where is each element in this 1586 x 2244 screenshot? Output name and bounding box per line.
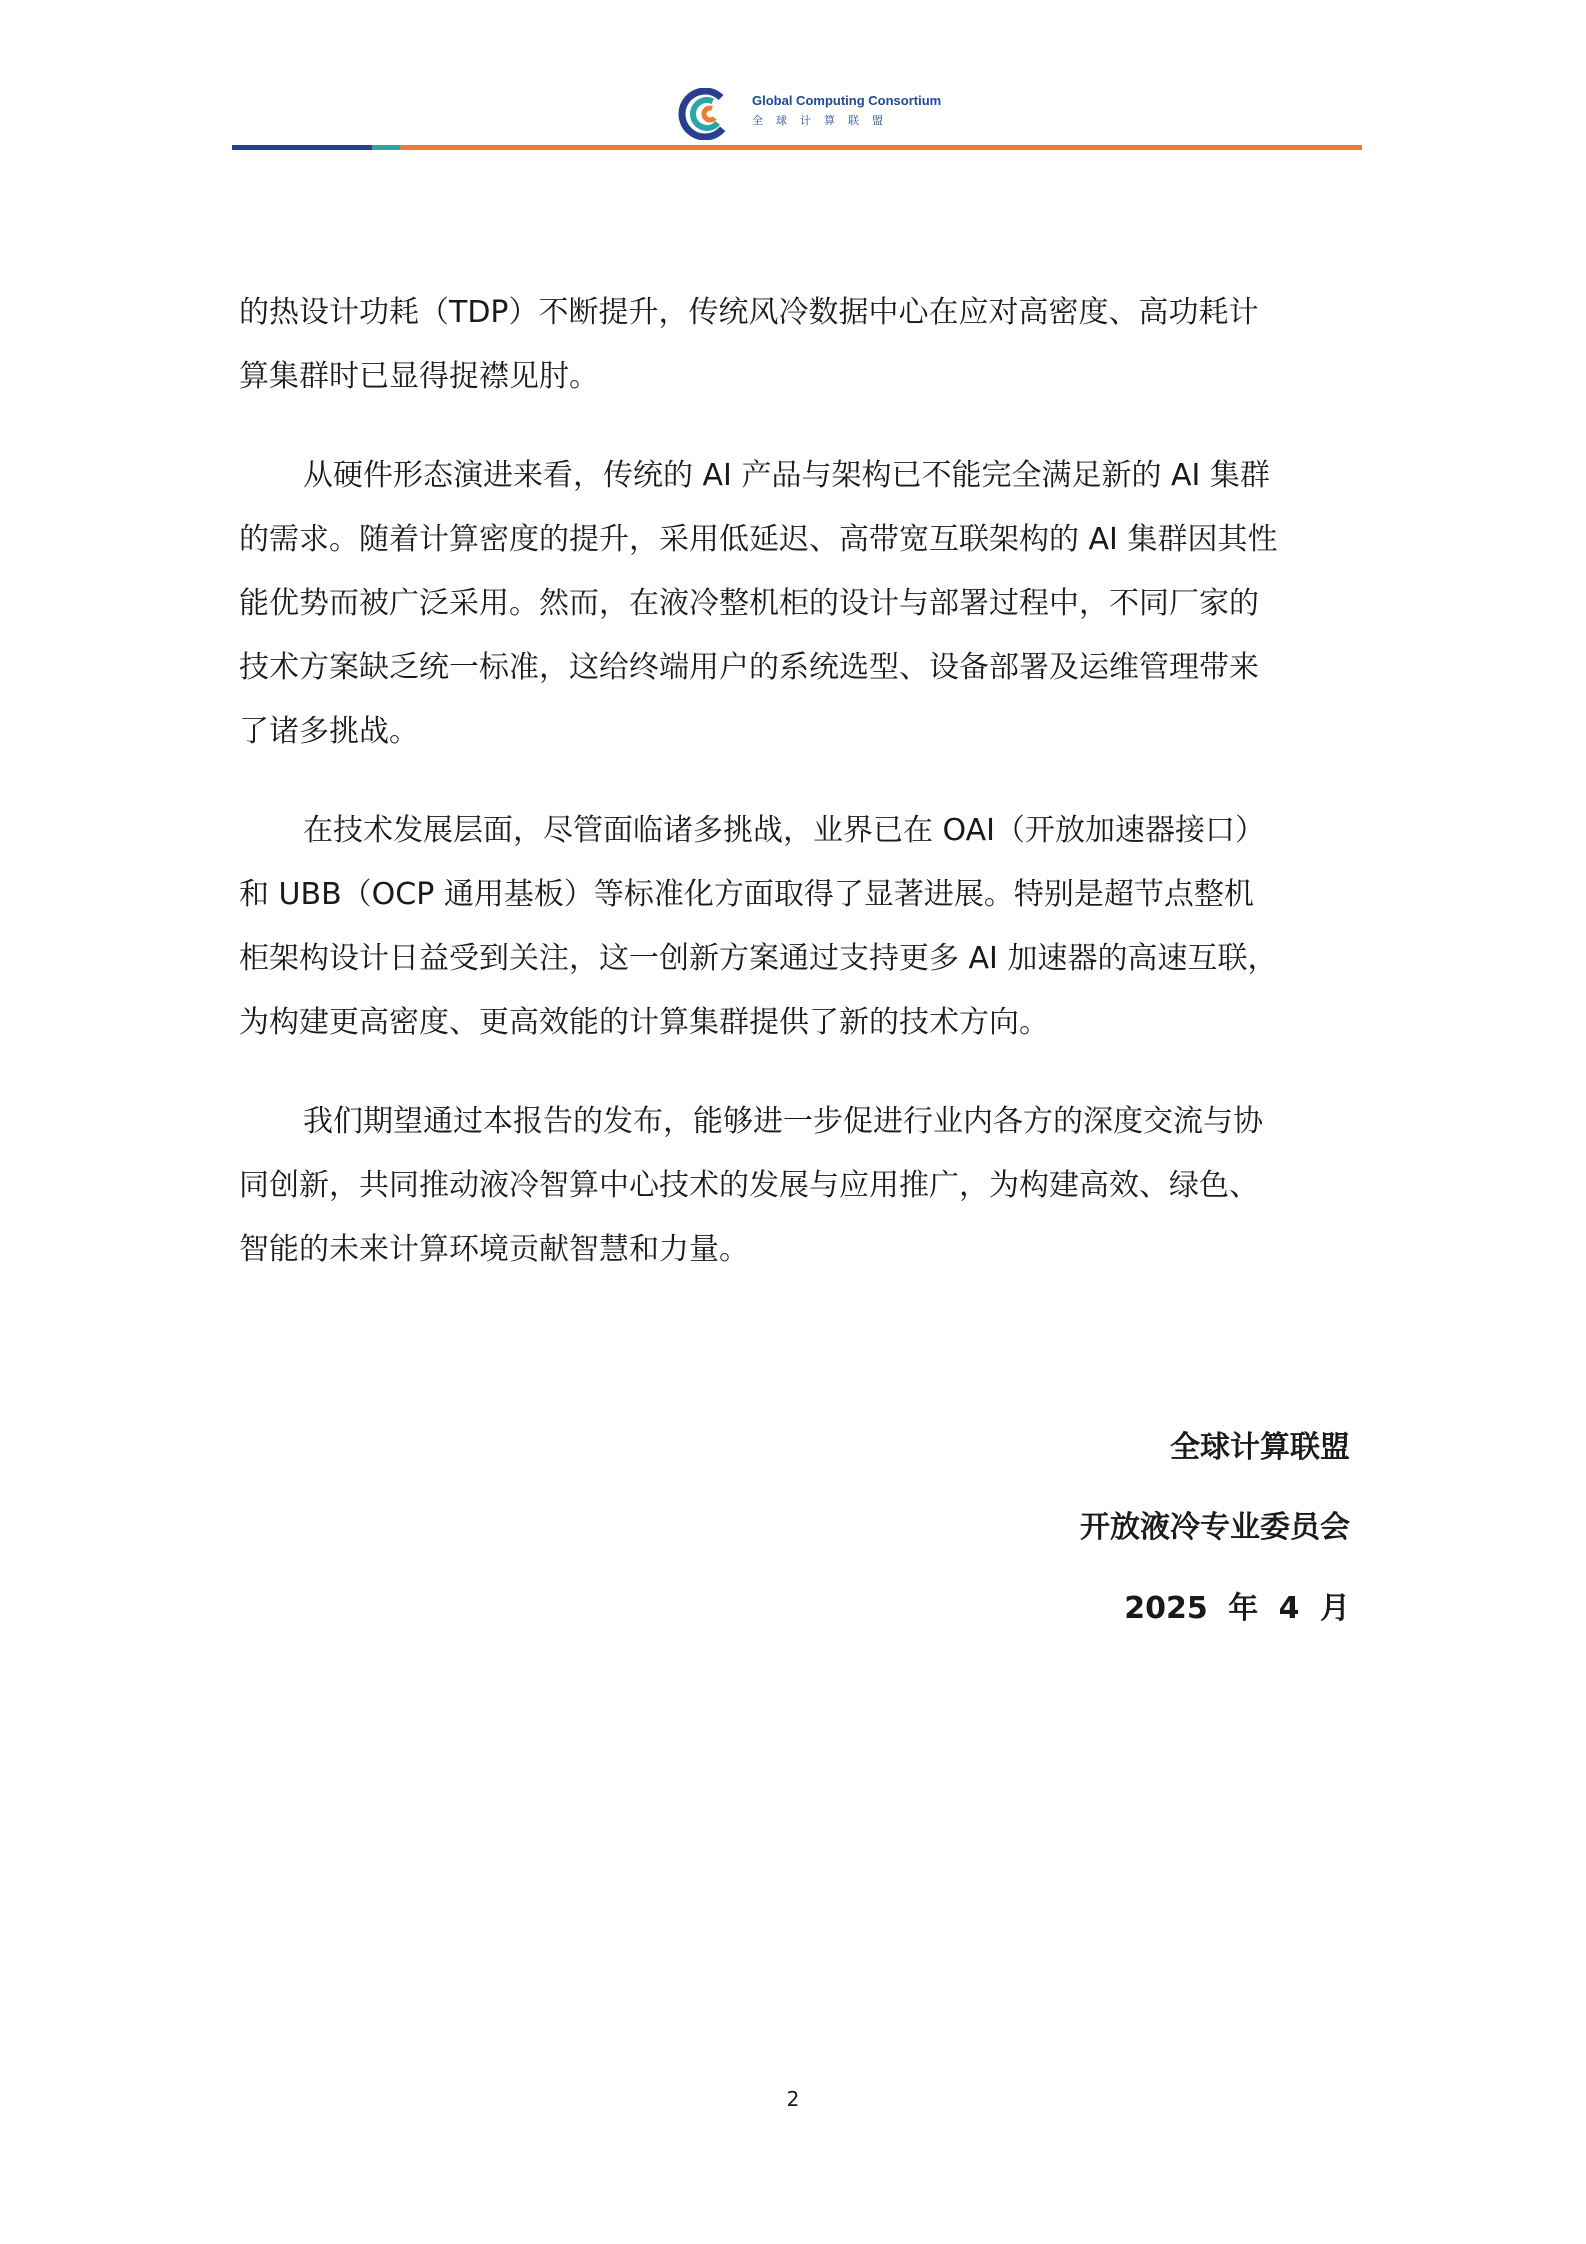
paragraph-line: 的需求。随着计算密度的提升，采用低延迟、高带宽互联架构的 AI 集群因其性 — [239, 522, 1278, 557]
signature-committee: 开放液冷专业委员会 — [1080, 1510, 1350, 1545]
gcc-logo-icon — [677, 88, 737, 140]
paragraph-1 — [239, 281, 1349, 409]
paragraph-line: 能优势而被广泛采用。然而，在液冷整机柜的设计与部署过程中，不同厂家的 — [239, 586, 1259, 621]
paragraph-line: 同创新，共同推动液冷智算中心技术的发展与应用推广，为构建高效、绿色、 — [239, 1168, 1259, 1203]
rule-orange-segment — [400, 145, 1362, 150]
page-number: 2 — [786, 2087, 800, 2111]
paragraph-line: 智能的未来计算环境贡献智慧和力量。 — [239, 1232, 749, 1267]
paragraph-line: 技术方案缺乏统一标准，这给终端用户的系统选型、设备部署及运维管理带来 — [239, 650, 1259, 685]
paragraph-4 — [239, 1090, 1349, 1282]
header-rule — [232, 145, 1362, 150]
logo-text-en: Global Computing Consortium — [752, 93, 942, 108]
paragraph-line: 从硬件形态演进来看，传统的 AI 产品与架构已不能完全满足新的 AI 集群 — [303, 458, 1270, 493]
rule-teal-segment — [372, 145, 400, 150]
paragraph-line: 的热设计功耗（TDP）不断提升，传统风冷数据中心在应对高密度、高功耗计 — [239, 295, 1259, 330]
paragraph-line: 柜架构设计日益受到关注，这一创新方案通过支持更多 AI 加速器的高速互联， — [239, 941, 1278, 976]
paragraph-2 — [239, 444, 1349, 764]
paragraph-line: 算集群时已显得捉襟见肘。 — [239, 359, 599, 394]
paragraph-line: 了诸多挑战。 — [239, 714, 419, 749]
page-header — [0, 0, 1586, 160]
paragraph-line: 在技术发展层面，尽管面临诸多挑战，业界已在 OAI（开放加速器接口） — [303, 813, 1265, 848]
logo-text-cn: 全球计算联盟 — [752, 114, 896, 127]
rule-blue-segment — [232, 145, 372, 150]
paragraph-line: 和 UBB（OCP 通用基板）等标准化方面取得了显著进展。特别是超节点整机 — [239, 877, 1254, 912]
paragraph-3 — [239, 799, 1349, 1055]
body-text — [239, 281, 1349, 1317]
logo-text — [752, 94, 941, 126]
paragraph-line: 为构建更高密度、更高效能的计算集群提供了新的技术方向。 — [239, 1005, 1049, 1040]
signature-date: 2025 年 4 月 — [1124, 1591, 1350, 1626]
paragraph-line: 我们期望通过本报告的发布，能够进一步促进行业内各方的深度交流与协 — [303, 1104, 1263, 1139]
signature-org: 全球计算联盟 — [1170, 1430, 1350, 1465]
